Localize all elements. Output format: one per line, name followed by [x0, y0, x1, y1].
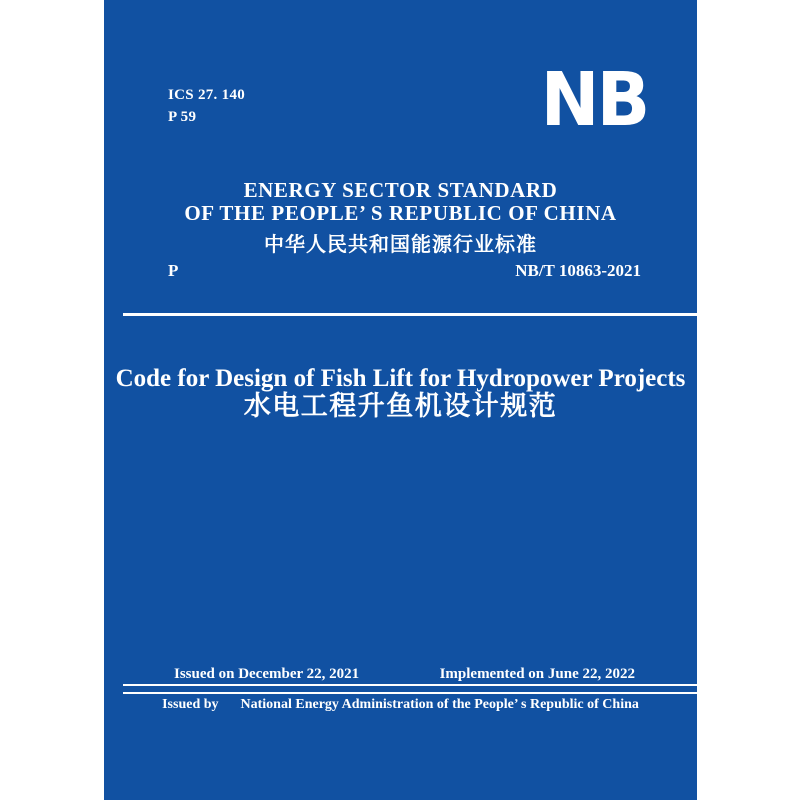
header-line-zh: 中华人民共和国能源行业标准	[264, 232, 537, 256]
standard-number: NB/T 10863-2021	[515, 261, 641, 280]
classification-row	[168, 261, 641, 281]
nb-logo: NB	[540, 57, 647, 143]
ics-code: ICS 27. 140	[168, 87, 246, 103]
dates-row	[174, 666, 635, 683]
issuer-line	[104, 697, 697, 713]
header-line-en-1: ENERGY SECTOR STANDARD	[243, 178, 558, 202]
standard-cover	[104, 0, 697, 800]
standard-header	[104, 179, 697, 255]
issued-date: Issued on December 22, 2021	[174, 666, 360, 682]
doc-class-letter: P	[168, 261, 179, 280]
ics-block	[168, 84, 245, 128]
implemented-date: Implemented on June 22, 2022	[439, 666, 635, 682]
title-chinese: 水电工程升鱼机设计规范	[243, 391, 558, 422]
classification-code: P 59	[168, 109, 197, 125]
horizontal-rule-double	[123, 684, 697, 694]
title-english: Code for Design of Fish Lift for Hydropower Projects	[115, 365, 686, 392]
horizontal-rule-top	[123, 313, 697, 316]
header-line-en-2: OF THE PEOPLE’ S REPUBLIC OF CHINA	[184, 201, 617, 225]
issuer-name: National Energy Administration of the People’ s Republic of China	[240, 697, 639, 712]
issuer-label: Issued by	[162, 697, 219, 712]
